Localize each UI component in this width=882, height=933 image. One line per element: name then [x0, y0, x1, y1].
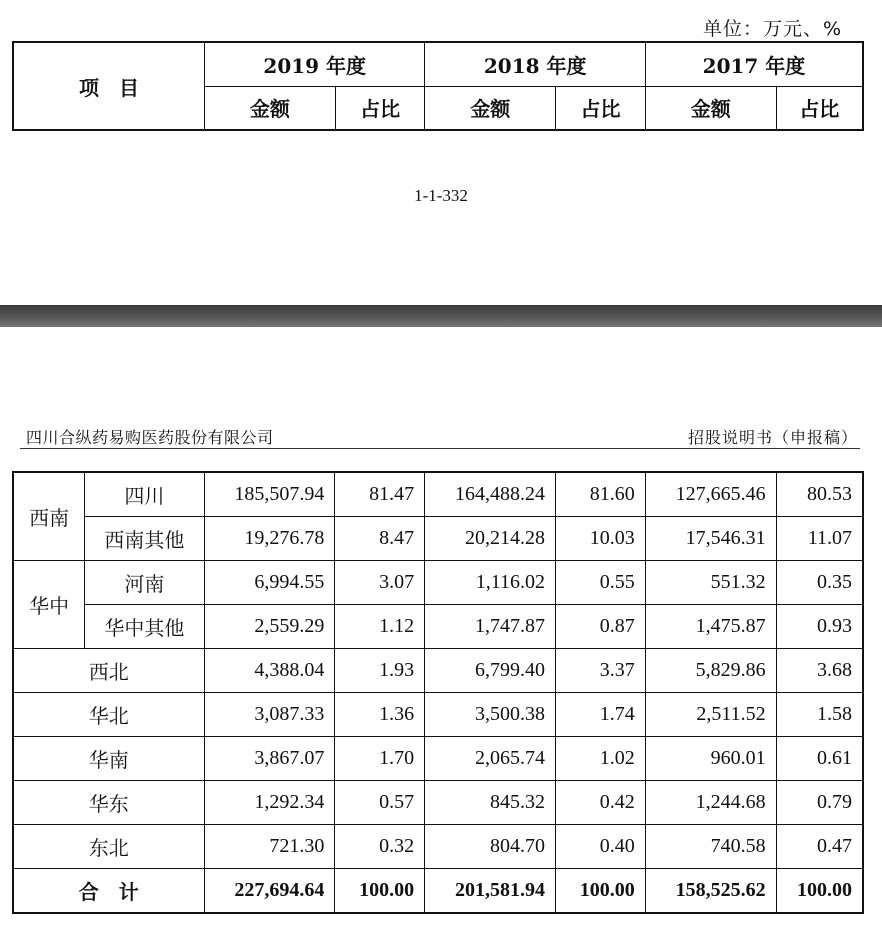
ratio-cell: 1.12 [335, 605, 425, 649]
amount-cell: 227,694.64 [204, 869, 335, 914]
region-label: 西北 [13, 649, 204, 693]
ratio-header: 占比 [556, 86, 646, 130]
amount-cell: 1,244.68 [645, 781, 776, 825]
ratio-cell: 1.02 [555, 737, 645, 781]
ratio-cell: 11.07 [776, 517, 863, 561]
year-2018-header: 2018 年度 [425, 42, 645, 86]
amount-cell: 3,867.07 [204, 737, 335, 781]
amount-cell: 1,475.87 [645, 605, 776, 649]
ratio-cell: 100.00 [555, 869, 645, 914]
ratio-cell: 3.37 [555, 649, 645, 693]
table-header [12, 41, 864, 131]
ratio-cell: 0.61 [776, 737, 863, 781]
ratio-cell: 1.74 [555, 693, 645, 737]
amount-cell: 960.01 [645, 737, 776, 781]
document-title: 招股说明书（申报稿） [687, 428, 858, 447]
province-label: 河南 [85, 561, 204, 605]
table-row [13, 517, 863, 561]
amount-header: 金额 [645, 86, 776, 130]
amount-cell: 19,276.78 [204, 517, 335, 561]
year-2019-header: 2019 年度 [205, 42, 425, 86]
amount-cell: 4,388.04 [204, 649, 335, 693]
amount-header: 金额 [425, 86, 556, 130]
ratio-header: 占比 [776, 86, 863, 130]
amount-cell: 6,994.55 [204, 561, 335, 605]
ratio-cell: 3.68 [776, 649, 863, 693]
amount-header: 金额 [205, 86, 336, 130]
ratio-cell: 1.36 [335, 693, 425, 737]
ratio-cell: 0.57 [335, 781, 425, 825]
ratio-cell: 80.53 [776, 472, 863, 517]
ratio-cell: 1.93 [335, 649, 425, 693]
ratio-cell: 100.00 [335, 869, 425, 914]
unit-label: 单位：万元、% [702, 18, 842, 40]
amount-cell: 845.32 [425, 781, 556, 825]
amount-cell: 127,665.46 [645, 472, 776, 517]
item-header: 项 目 [13, 42, 205, 130]
amount-cell: 804.70 [425, 825, 556, 869]
table-row [13, 472, 863, 517]
table-row [13, 825, 863, 869]
amount-cell: 2,511.52 [645, 693, 776, 737]
ratio-cell: 8.47 [335, 517, 425, 561]
amount-cell: 5,829.86 [645, 649, 776, 693]
amount-cell: 17,546.31 [645, 517, 776, 561]
table-row [13, 693, 863, 737]
amount-cell: 164,488.24 [425, 472, 556, 517]
amount-cell: 201,581.94 [425, 869, 556, 914]
ratio-cell: 0.79 [776, 781, 863, 825]
ratio-cell: 0.42 [555, 781, 645, 825]
table-row [13, 737, 863, 781]
amount-cell: 1,747.87 [425, 605, 556, 649]
running-header [20, 424, 860, 449]
amount-cell: 1,116.02 [425, 561, 556, 605]
ratio-cell: 0.87 [555, 605, 645, 649]
amount-cell: 551.32 [645, 561, 776, 605]
table-row [13, 781, 863, 825]
amount-cell: 158,525.62 [645, 869, 776, 914]
province-label: 华中其他 [85, 605, 204, 649]
amount-cell: 20,214.28 [425, 517, 556, 561]
amount-cell: 3,087.33 [204, 693, 335, 737]
table-row [13, 649, 863, 693]
region-sales-table [12, 471, 864, 914]
page-separator [0, 305, 882, 327]
ratio-cell: 10.03 [555, 517, 645, 561]
ratio-cell: 3.07 [335, 561, 425, 605]
amount-cell: 2,065.74 [425, 737, 556, 781]
amount-cell: 2,559.29 [204, 605, 335, 649]
ratio-cell: 0.40 [555, 825, 645, 869]
region-label: 华南 [13, 737, 204, 781]
ratio-cell: 1.70 [335, 737, 425, 781]
total-row [13, 869, 863, 914]
ratio-cell: 81.60 [555, 472, 645, 517]
amount-cell: 740.58 [645, 825, 776, 869]
year-2017-header: 2017 年度 [645, 42, 863, 86]
ratio-cell: 1.58 [776, 693, 863, 737]
ratio-cell: 0.32 [335, 825, 425, 869]
table-row [13, 605, 863, 649]
region-label: 华东 [13, 781, 204, 825]
total-label: 合 计 [13, 869, 204, 914]
group-label: 华中 [13, 561, 85, 649]
region-label: 东北 [13, 825, 204, 869]
province-label: 四川 [85, 472, 204, 517]
ratio-cell: 0.47 [776, 825, 863, 869]
group-label: 西南 [13, 472, 85, 561]
amount-cell: 721.30 [204, 825, 335, 869]
ratio-cell: 0.35 [776, 561, 863, 605]
ratio-header: 占比 [335, 86, 425, 130]
region-label: 华北 [13, 693, 204, 737]
ratio-cell: 0.55 [555, 561, 645, 605]
province-label: 西南其他 [85, 517, 204, 561]
amount-cell: 6,799.40 [425, 649, 556, 693]
ratio-cell: 0.93 [776, 605, 863, 649]
ratio-cell: 81.47 [335, 472, 425, 517]
ratio-cell: 100.00 [776, 869, 863, 914]
table-row [13, 561, 863, 605]
page-number: 1-1-332 [414, 186, 468, 205]
amount-cell: 1,292.34 [204, 781, 335, 825]
company-name: 四川合纵药易购医药股份有限公司 [26, 428, 274, 447]
amount-cell: 185,507.94 [204, 472, 335, 517]
amount-cell: 3,500.38 [425, 693, 556, 737]
